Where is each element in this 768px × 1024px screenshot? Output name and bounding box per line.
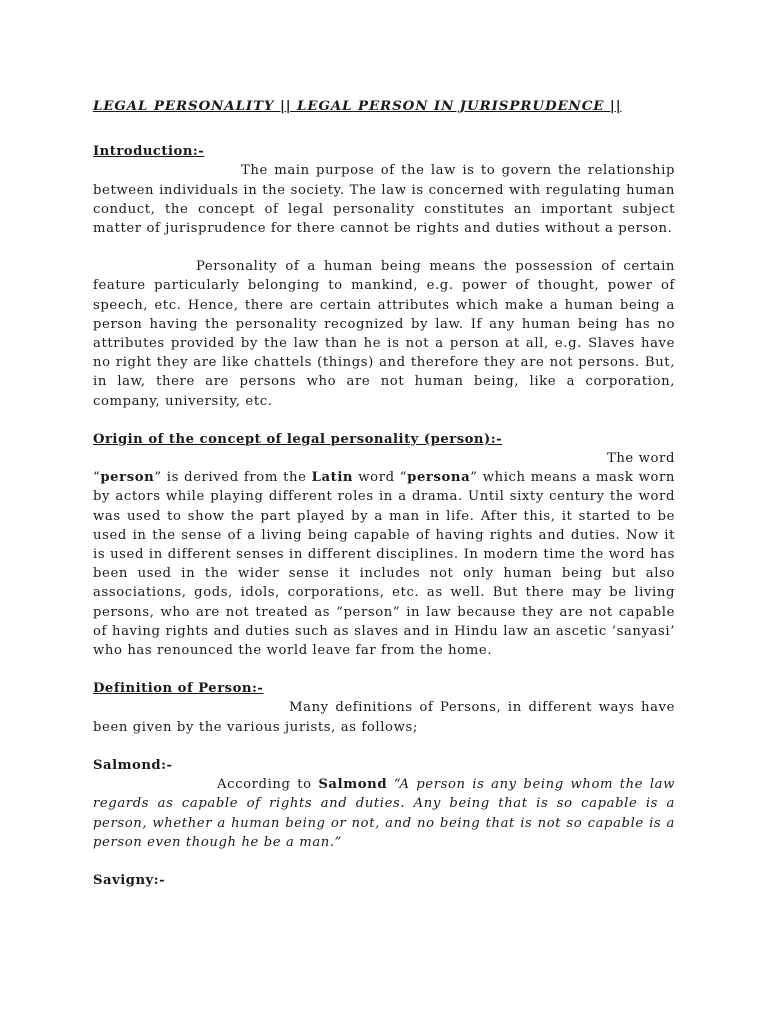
introduction-heading: Introduction:- (93, 144, 205, 160)
word-persona: persona (407, 470, 471, 486)
word-latin: Latin (311, 470, 354, 486)
definition-heading: Definition of Person:- (93, 681, 264, 697)
savigny-heading: Savigny:- (93, 872, 166, 888)
origin-heading: Origin of the concept of legal personality (person):- (93, 431, 503, 447)
introduction-paragraph (93, 161, 675, 238)
salmond-heading: Salmond:- (93, 757, 173, 773)
salmond-paragraph (93, 775, 675, 852)
document-title: LEGAL PERSONALITY || LEGAL PERSON IN JURISPRUDENCE || (93, 98, 622, 114)
introduction-text: The main purpose of the law is to govern the relationship between individuals in the society. The law is concerned with regulating human conduct, the concept of legal personality constitutes an important subject matter of jurisprudence for there cannot be rights and duties without a person. (93, 163, 675, 237)
quote-mark: “ (93, 470, 101, 486)
personality-text: Personality of a human being means the possession of certain feature particularly belonging to mankind, e.g. power of thought, power of speech, etc. Hence, there are certain attributes which make a human being a person having the personality recognized by law. If any human being has no attributes provided by the law than he is not a person at all, e.g. Slaves have no right they are like chattels (things) and therefore they are not persons. But, in law, there are persons who are not human being, like a corporation, company, university, etc. (93, 259, 675, 409)
origin-text-2: word “ (353, 470, 408, 486)
personality-paragraph (93, 257, 675, 411)
salmond-quote: “A person is any being whom the law regards as capable of rights and duties. Any being that is so capable is a person, whether a human being or not, and no being that is not so capable is a person even though he be a man.” (93, 777, 675, 850)
salmond-lead: According to (217, 777, 319, 793)
word-person: person (100, 470, 155, 486)
definition-paragraph (93, 698, 675, 736)
origin-text-3: ” which means a mask worn by actors while playing different roles in a drama. Until sixty century the word was used to show the part played by a man in life. After this, it started to be used in the sense of a living being capable of having rights and duties. Now it is used in different senses in different disciplines. In modern time the word has been used in the wider sense it includes not only human being but also associations, gods, idols, corporations, etc. as well. But there may be living persons, who are not treated as “person” in law because they are not capable of having rights and duties such as slaves and in Hindu law an ascetic ‘sanyasi’ who has renounced the world leave far from the home. (93, 470, 675, 659)
origin-lead: The word (606, 451, 675, 467)
origin-paragraph (93, 468, 675, 660)
salmond-name: Salmond (318, 777, 388, 793)
origin-text-1: ” is derived from the (154, 470, 312, 486)
definition-text: Many definitions of Persons, in different ways have been given by the various jurists, as follows; (93, 700, 675, 735)
